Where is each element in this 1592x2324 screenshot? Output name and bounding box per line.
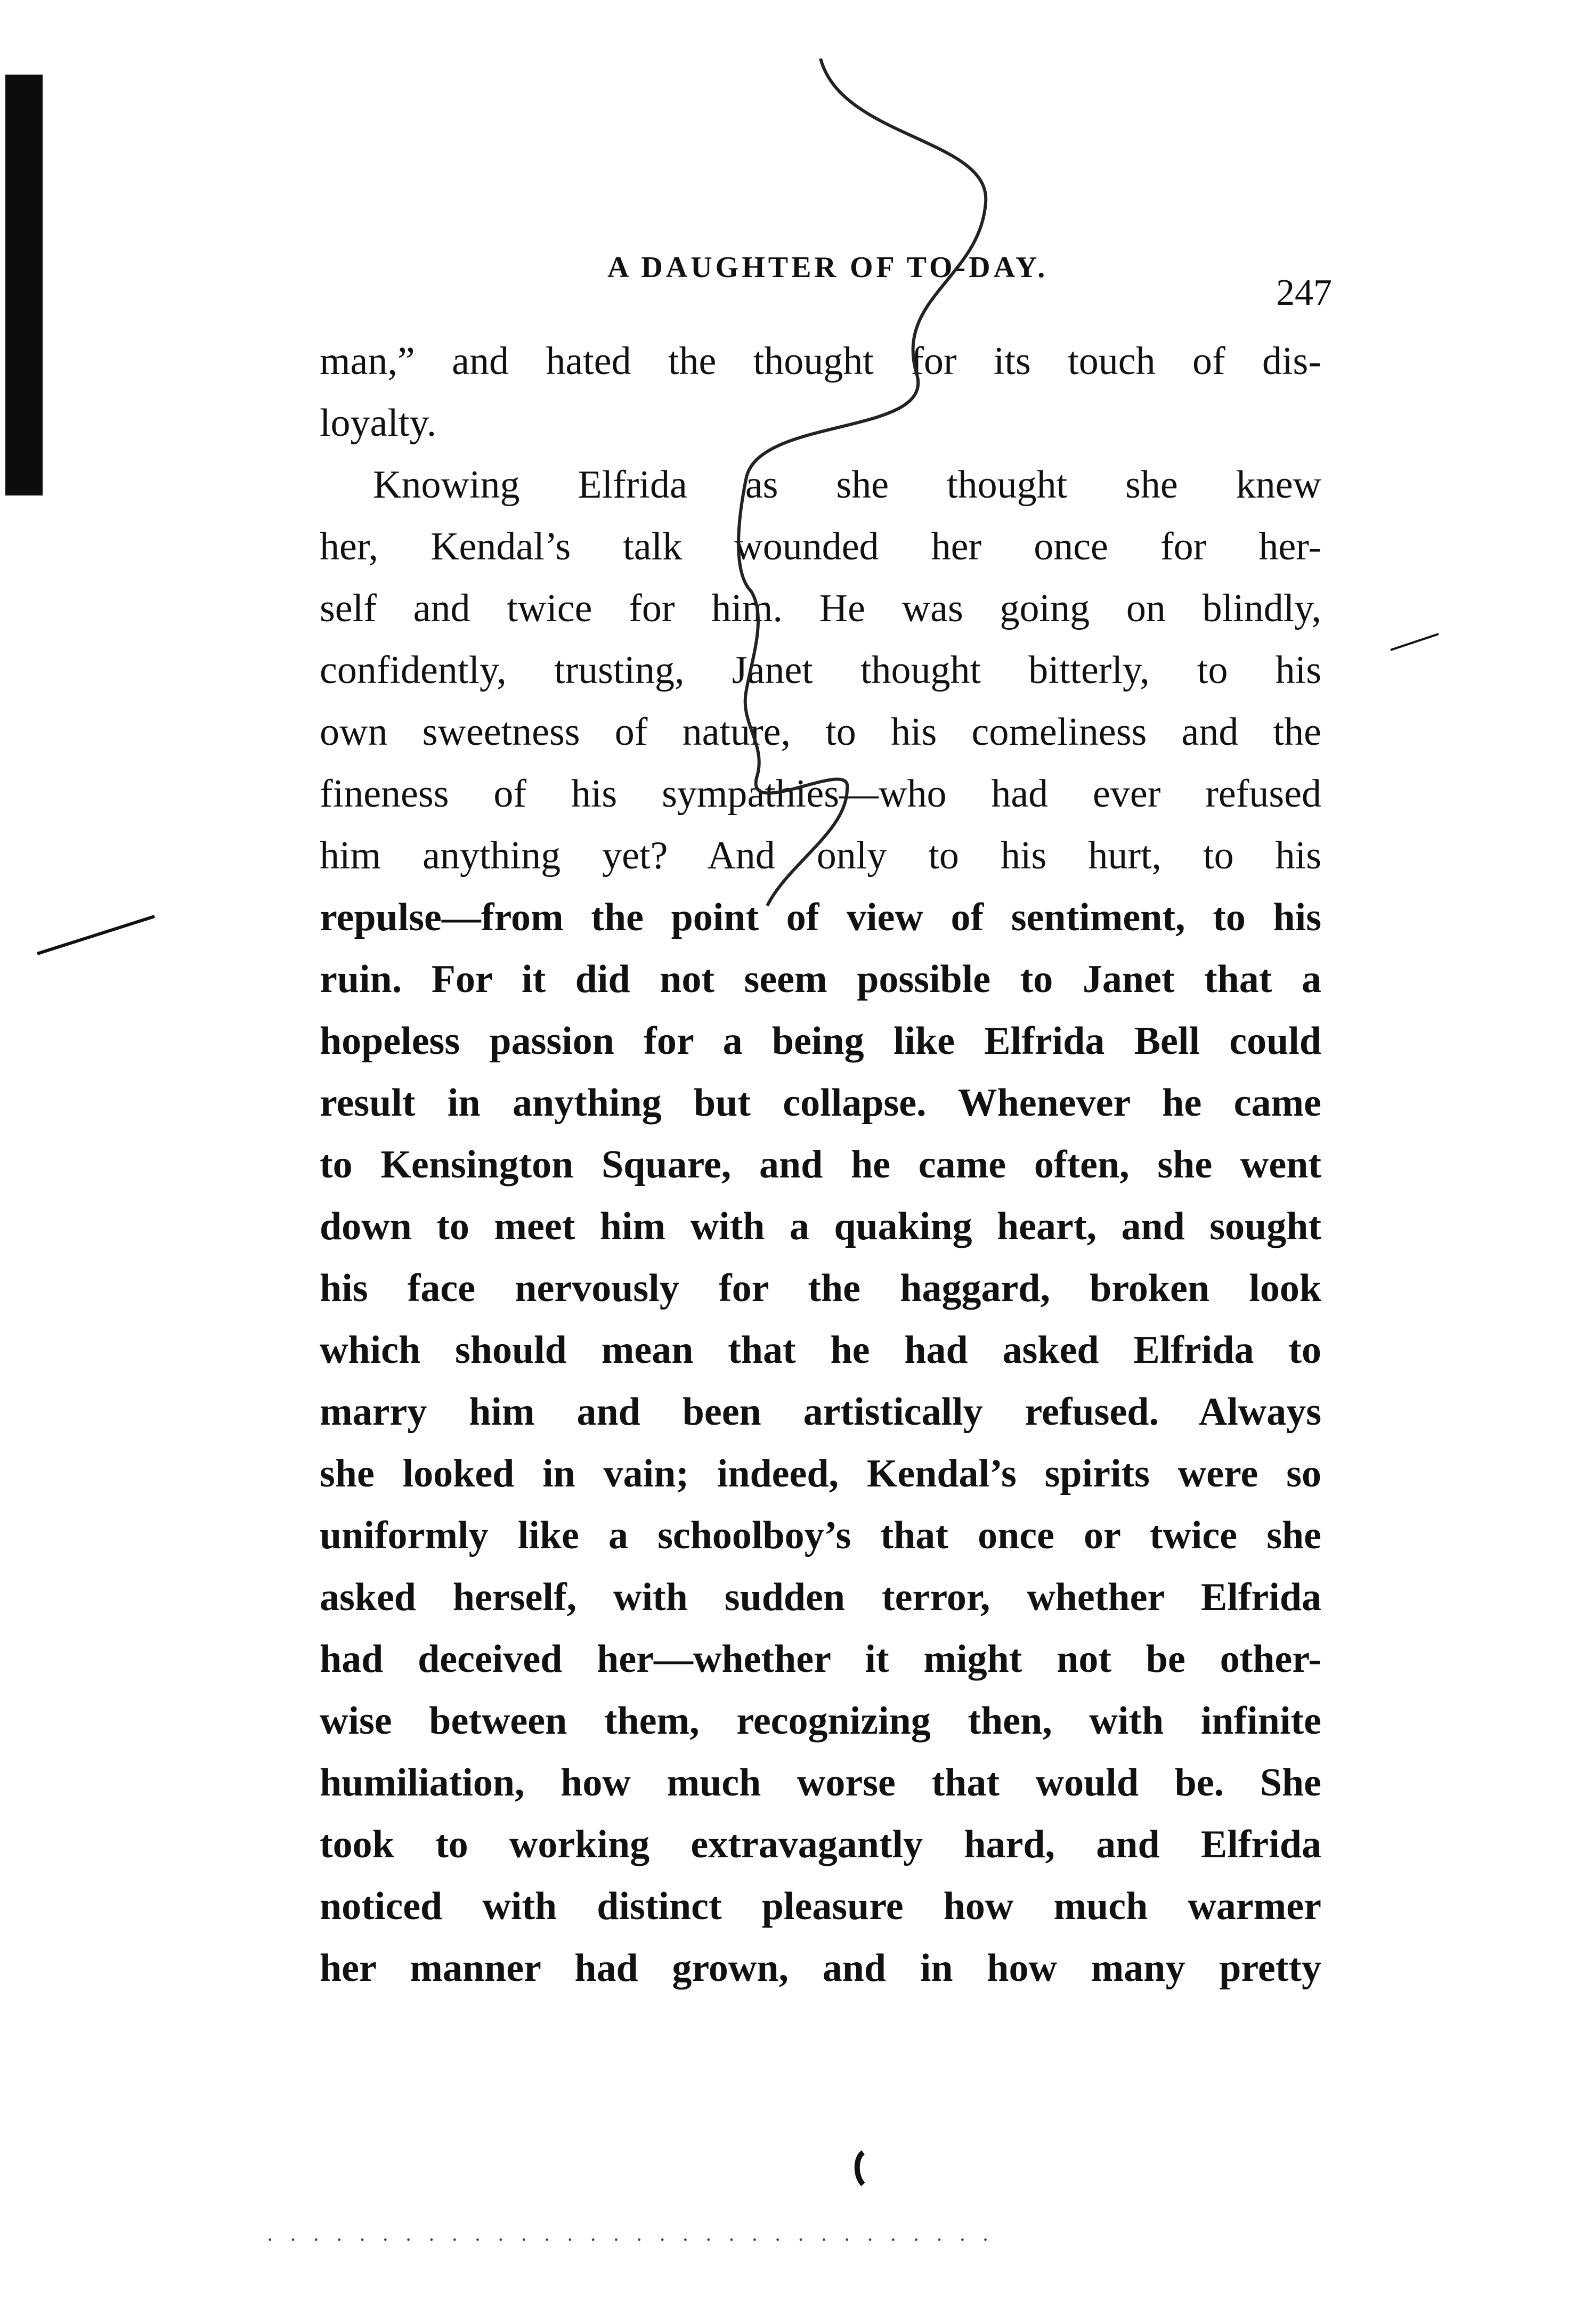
text-line: loyalty. xyxy=(320,401,437,445)
text-line: to Kensington Square, and he came often, she went xyxy=(320,1143,1321,1187)
text-line: repulse—from the point of view of sentiment, to his xyxy=(320,896,1321,939)
body-text xyxy=(320,330,1321,2089)
text-line: man,” and hated the thought for its touch of dis- xyxy=(320,339,1321,383)
scan-noise: · · · · · · · · · · · · · · · · · · · · · · · · · · · · · · · · xyxy=(266,2228,995,2252)
text-line: uniformly like a schoolboy’s that once or twice she xyxy=(320,1514,1321,1557)
text-line: result in anything but collapse. Whenever he came xyxy=(320,1081,1321,1125)
text-line: him anything yet? And only to his hurt, to his xyxy=(320,834,1321,877)
text-line: which should mean that he had asked Elfrida to xyxy=(320,1328,1321,1372)
scan-edge-bar xyxy=(5,75,43,495)
running-title: A DAUGHTER OF TO-DAY. xyxy=(607,251,1049,284)
text-line: noticed with distinct pleasure how much warmer xyxy=(320,1884,1321,1928)
page-header xyxy=(330,240,1332,313)
text-line: self and twice for him. He was going on blindly, xyxy=(320,587,1321,630)
text-line: his face nervously for the haggard, broken look xyxy=(320,1266,1321,1310)
text-line: her, Kendal’s talk wounded her once for her- xyxy=(320,525,1321,568)
text-line: confidently, trusting, Janet thought bitterly, to his xyxy=(320,648,1321,692)
text-line: hopeless passion for a being like Elfrida Bell could xyxy=(320,1019,1321,1063)
text-line: her manner had grown, and in how many pretty xyxy=(320,1946,1321,1990)
text-line: wise between them, recognizing then, with infinite xyxy=(320,1699,1321,1743)
page-number: 247 xyxy=(1276,272,1332,313)
text-line: took to working extravagantly hard, and Elfrida xyxy=(320,1823,1321,1866)
text-line: ruin. For it did not seem possible to Janet that a xyxy=(320,957,1321,1001)
text-line: she looked in vain; indeed, Kendal’s spirits were so xyxy=(320,1452,1321,1496)
text-line: down to meet him with a quaking heart, and sought xyxy=(320,1205,1321,1248)
text-line: own sweetness of nature, to his comeliness and the xyxy=(320,710,1321,754)
text-line: Knowing Elfrida as she thought she knew xyxy=(373,463,1321,507)
text-line: marry him and been artistically refused. Always xyxy=(320,1390,1321,1434)
text-line: humiliation, how much worse that would be. She xyxy=(320,1761,1321,1805)
text-line: had deceived her—whether it might not be other- xyxy=(320,1637,1321,1681)
text-line: asked herself, with sudden terror, whether Elfrida xyxy=(320,1575,1321,1619)
text-line: fineness of his sympathies—who had ever refused xyxy=(320,772,1321,816)
